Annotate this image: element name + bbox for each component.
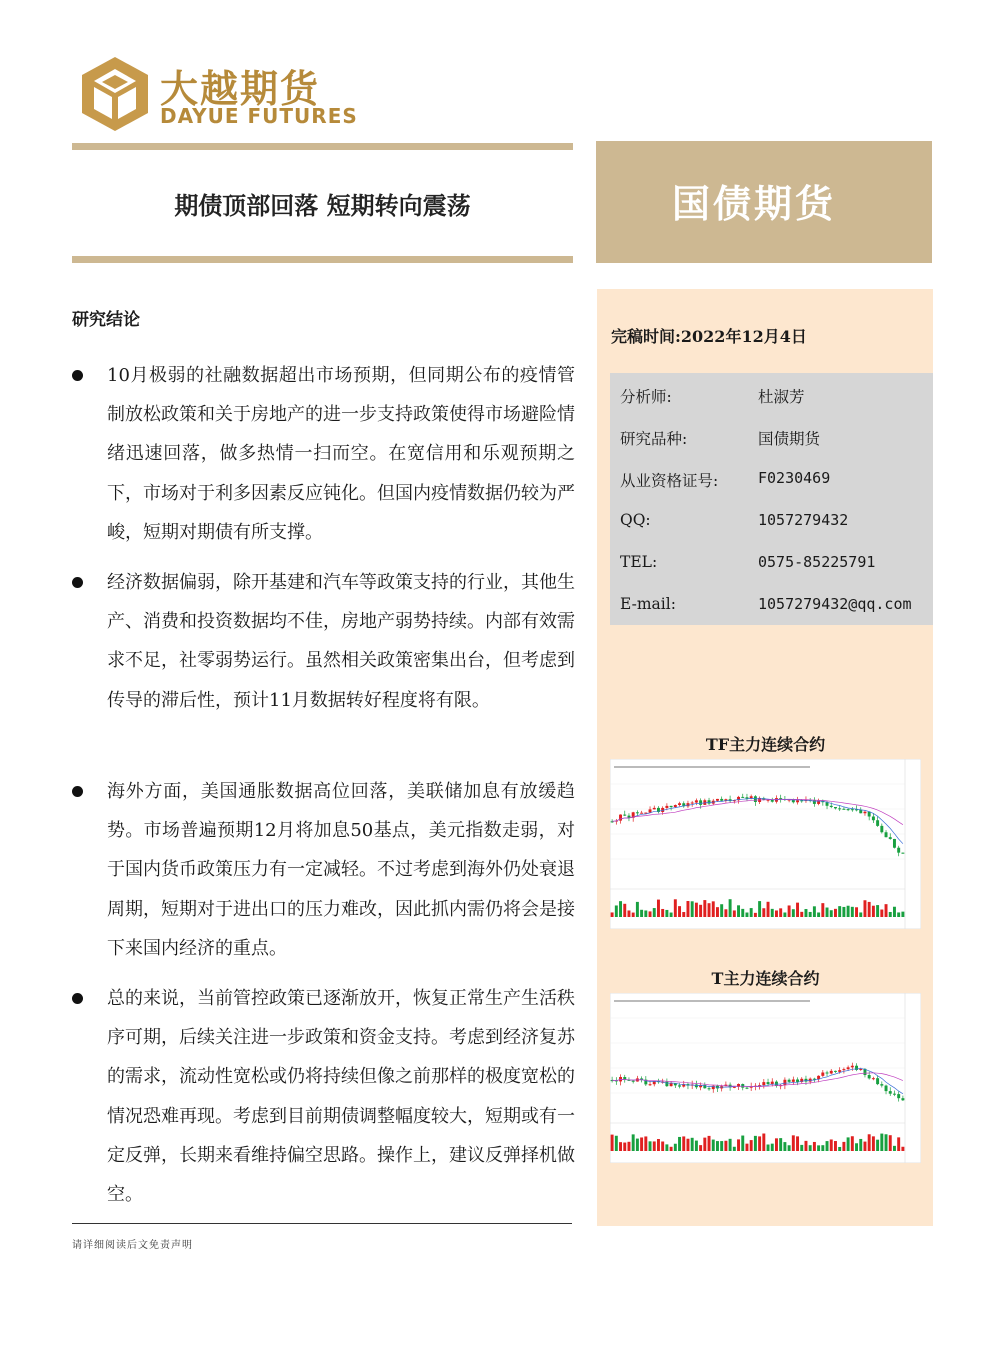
volume-bar [632, 1134, 635, 1151]
volume-bar [678, 1137, 681, 1151]
section-heading: 研究结论 [72, 310, 140, 330]
volume-bar [611, 1135, 614, 1151]
volume-bar [615, 905, 618, 917]
volume-bar [737, 905, 740, 917]
volume-bar [809, 1145, 812, 1151]
volume-bar [699, 1145, 702, 1151]
disclaimer-note: 请详细阅读后文免责声明 [72, 1240, 193, 1251]
volume-bar [783, 1142, 786, 1151]
volume-bar [834, 909, 837, 917]
volume-bar [826, 1141, 829, 1151]
volume-bar [729, 899, 732, 917]
volume-bar [842, 907, 845, 917]
volume-bar [762, 1134, 765, 1151]
volume-bar [813, 1142, 816, 1151]
volume-bar [830, 910, 833, 917]
title-rule-bottom [72, 256, 573, 263]
volume-bar [670, 1147, 673, 1151]
volume-bar [733, 1147, 736, 1151]
chart-title-tf: TF主力连续合约 [705, 735, 826, 754]
dayue-logo-icon [80, 55, 150, 133]
volume-bar [851, 1136, 854, 1151]
volume-bar [623, 1143, 626, 1151]
chart-title-t: T主力连续合约 [711, 969, 820, 988]
candle-mark [901, 853, 904, 854]
volume-bar [674, 899, 677, 917]
volume-bar [771, 1144, 774, 1151]
category-label: 国债期货 [671, 182, 836, 226]
info-value[interactable]: 1057279432@qq.com [758, 595, 912, 613]
volume-bar [783, 912, 786, 917]
volume-bar [661, 909, 664, 917]
volume-bar [724, 1141, 727, 1151]
volume-bar [737, 1139, 740, 1151]
report-title: 期债顶部回落 短期转向震荡 [174, 191, 471, 220]
volume-bar [880, 1134, 883, 1151]
volume-bar [665, 1144, 668, 1151]
volume-bar [804, 1141, 807, 1151]
volume-bar [745, 1144, 748, 1151]
volume-bar [758, 901, 761, 917]
info-value: 杜淑芳 [758, 388, 805, 406]
volume-bar [859, 1139, 862, 1151]
volume-bar [817, 912, 820, 917]
info-key: QQ: [620, 511, 651, 529]
volume-bar [779, 1138, 782, 1151]
volume-bar [741, 1136, 744, 1151]
volume-bar [779, 908, 782, 917]
volume-bar [615, 1136, 618, 1151]
volume-bar [691, 901, 694, 917]
volume-bar [695, 903, 698, 917]
volume-bar [796, 903, 799, 917]
volume-bar [699, 905, 702, 917]
volume-bar [792, 1135, 795, 1151]
info-value: 国债期货 [758, 430, 821, 448]
volume-bar [703, 900, 706, 917]
volume-bar [809, 912, 812, 917]
volume-bar [750, 1140, 753, 1151]
volume-bar [745, 913, 748, 917]
volume-bar [712, 1140, 715, 1151]
volume-bar [691, 1138, 694, 1151]
volume-bar [838, 906, 841, 917]
volume-bar [847, 1137, 850, 1151]
paragraph-3: 海外方面，美国通胀数据高位回落，美联储加息有放缓趋势。市场普遍预期12月将加息50基点，美元指数走弱，对于国内货币政策压力有一定减轻。不过考虑到海外仍处衰退周期，短期对于进出口的压力难改，因此抓内需仍将会是接下来国内经济的重点。 [107, 781, 575, 959]
volume-bar [804, 909, 807, 917]
volume-bar [855, 907, 858, 917]
volume-bar [771, 909, 774, 917]
volume-bar [872, 1136, 875, 1151]
volume-bar [897, 1137, 900, 1151]
volume-bar [893, 907, 896, 917]
volume-bar [649, 1141, 652, 1151]
volume-bar [876, 905, 879, 917]
volume-bar [716, 1141, 719, 1151]
volume-bar [851, 907, 854, 917]
volume-bar [729, 1139, 732, 1151]
volume-bar [644, 1136, 647, 1151]
volume-bar [750, 908, 753, 917]
volume-bar [897, 912, 900, 917]
info-key: E-mail: [620, 595, 676, 613]
volume-bar [627, 1142, 630, 1151]
volume-bar [885, 1134, 888, 1151]
paragraph-4: 总的来说，当前管控政策已逐渐放开，恢复正常生产生活秩序可期，后续关注进一步政策和资金支持。考虑到经济复苏的需求，流动性宽松或仍将持续但像之前那样的极度宽松的情况恐难再现。考虑到目前期债调整幅度较大，短期或有一定反弹，长期来看维持偏空思路。操作上，建议反弹择机做空。 [107, 988, 575, 1206]
volume-bar [842, 1142, 845, 1151]
t-candlestick-chart [610, 993, 921, 1163]
title-rule-top [72, 143, 573, 150]
volume-bar [632, 913, 635, 917]
volume-bar [611, 912, 614, 917]
volume-bar [665, 910, 668, 917]
volume-bar [708, 903, 711, 917]
volume-bar [720, 1141, 723, 1151]
volume-bar [619, 901, 622, 917]
volume-bar [775, 910, 778, 917]
volume-bar [724, 909, 727, 917]
info-key: 从业资格证号: [620, 472, 719, 490]
volume-bar [716, 907, 719, 917]
info-key: 分析师: [620, 388, 672, 406]
tf-candlestick-chart [610, 759, 921, 929]
brand-name-cn: 大越期货 [160, 67, 321, 111]
volume-bar [758, 1136, 761, 1151]
volume-bar [880, 910, 883, 917]
info-value: 1057279432 [758, 511, 849, 529]
volume-bar [767, 902, 770, 917]
volume-bar [800, 1145, 803, 1151]
volume-bar [855, 1143, 858, 1151]
volume-bar [682, 1136, 685, 1151]
volume-bar [695, 1141, 698, 1151]
volume-bar [657, 1139, 660, 1151]
volume-bar [640, 910, 643, 917]
volume-bar [868, 1134, 871, 1151]
volume-bar [788, 905, 791, 917]
bullet-icon [72, 993, 83, 1004]
volume-bar [800, 912, 803, 917]
volume-bar [821, 1145, 824, 1151]
volume-bar [741, 909, 744, 917]
volume-bar [885, 904, 888, 917]
volume-bar [889, 912, 892, 917]
volume-bar [859, 912, 862, 917]
volume-bar [838, 1147, 841, 1151]
volume-bar [901, 1147, 904, 1151]
candle-mark [893, 839, 896, 849]
volume-bar [834, 1141, 837, 1151]
volume-bar [657, 900, 660, 917]
info-value: F0230469 [758, 469, 831, 487]
volume-bar [712, 901, 715, 917]
volume-bar [636, 902, 639, 917]
volume-bar [893, 1146, 896, 1151]
volume-bar [686, 901, 689, 917]
volume-bar [686, 1139, 689, 1151]
volume-bar [619, 1142, 622, 1151]
volume-bar [788, 1145, 791, 1151]
volume-bar [708, 1136, 711, 1151]
volume-bar [792, 909, 795, 917]
volume-bar [636, 1139, 639, 1151]
volume-bar [703, 1138, 706, 1151]
volume-bar [682, 912, 685, 917]
volume-bar [640, 1137, 643, 1151]
volume-bar [733, 910, 736, 917]
volume-bar [644, 910, 647, 917]
volume-bar [813, 906, 816, 917]
analyst-info-box [610, 373, 933, 625]
volume-bar [661, 1142, 664, 1151]
volume-bar [901, 912, 904, 917]
volume-bar [653, 1141, 656, 1151]
volume-bar [821, 903, 824, 917]
paragraph-2: 经济数据偏弱，除开基建和汽车等政策支持的行业，其他生产、消费和投资数据均不佳，房地产弱势持续。内部有效需求不足，社零弱势运行。虽然相关政策密集出台，但考虑到传导的滞后性，预计11月数据转好程度将有限。 [107, 572, 575, 711]
volume-bar [863, 900, 866, 917]
volume-bar [627, 910, 630, 917]
volume-bar [889, 1135, 892, 1151]
bullet-icon [72, 577, 83, 588]
volume-bar [674, 1144, 677, 1151]
info-key: TEL: [620, 553, 658, 571]
info-key: 研究品种: [620, 430, 688, 448]
volume-bar [876, 1140, 879, 1151]
volume-bar [826, 908, 829, 917]
volume-bar [754, 1136, 757, 1151]
volume-bar [868, 902, 871, 917]
volume-bar [775, 1138, 778, 1151]
draft-date: 完稿时间:2022年12月4日 [611, 327, 807, 346]
volume-bar [863, 1142, 866, 1151]
brand-name-en: DAYUE FUTURES [160, 104, 358, 128]
volume-bar [649, 911, 652, 917]
volume-bar [653, 908, 656, 917]
volume-bar [670, 913, 673, 917]
volume-bar [847, 906, 850, 917]
paragraph-1: 10月极弱的社融数据超出市场预期，但同期公布的疫情管制放松政策和关于房地产的进一步支持政策使得市场避险情绪迅速回落，做多热情一扫而空。在宽信用和乐观预期之下，市场对于利多因素反应钝化。但国内疫情数据仍较为严峻，短期对期债有所支撑。 [107, 365, 575, 543]
footer-divider [72, 1223, 572, 1224]
volume-bar [872, 906, 875, 917]
volume-bar [623, 904, 626, 917]
volume-bar [678, 906, 681, 917]
bullet-icon [72, 370, 83, 381]
volume-bar [767, 1145, 770, 1151]
volume-bar [754, 913, 757, 917]
volume-bar [720, 904, 723, 917]
volume-bar [762, 908, 765, 917]
info-value: 0575-85225791 [758, 553, 876, 571]
bullet-icon [72, 786, 83, 797]
volume-bar [830, 1139, 833, 1151]
volume-bar [817, 1145, 820, 1151]
volume-bar [796, 1136, 799, 1151]
